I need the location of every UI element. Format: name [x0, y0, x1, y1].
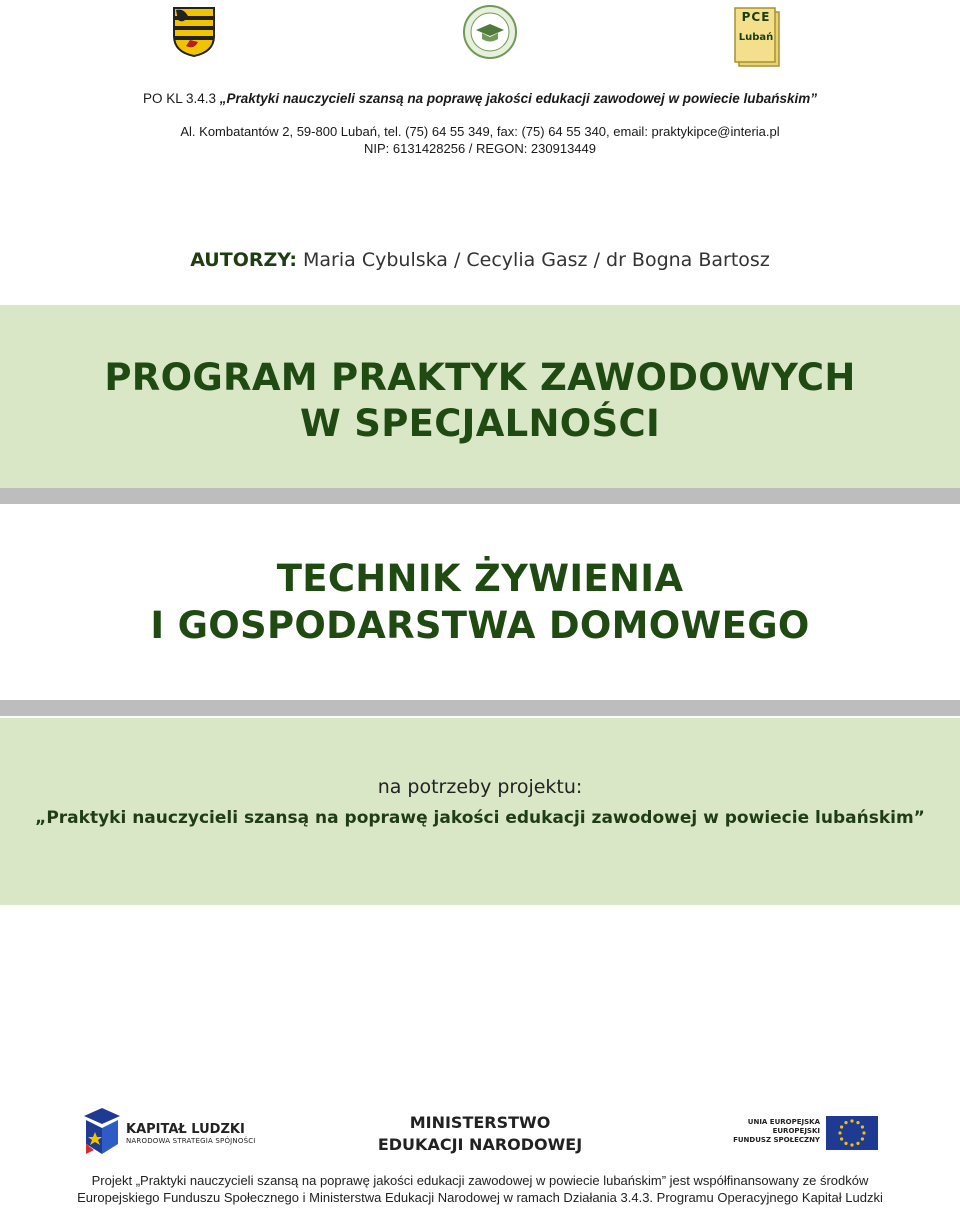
eu-line1: UNIA EUROPEJSKA — [747, 1118, 820, 1126]
pce-logo-line1: PCE — [741, 10, 771, 24]
program-code: PO KL 3.4.3 — [142, 91, 217, 106]
ministry-line1: MINISTERSTWO — [409, 1113, 551, 1132]
authors-names: Maria Cybulska / Cecylia Gasz / dr Bogna Bartosz — [303, 249, 770, 271]
ministry-line2: EDUKACJI NARODOWEJ — [377, 1135, 583, 1154]
eu-flag-icon — [826, 1116, 878, 1150]
specialty-title-line1: TECHNIK ŻYWIENIA — [276, 557, 684, 600]
header-ids: NIP: 6131428256 / REGON: 230913449 — [364, 141, 596, 156]
specialty-title-line2: I GOSPODARSTWA DOMOWEGO — [150, 604, 810, 647]
eu-line2: EUROPEJSKI — [772, 1127, 820, 1135]
authors-line — [0, 249, 960, 271]
header-project-name: „Praktyki nauczycieli szansą na poprawę jakości edukacji zawodowej w powiecie lubańskim” — [219, 91, 818, 106]
authors-label: AUTORZY: — [190, 249, 297, 271]
divider-bar-top — [0, 488, 960, 504]
pce-logo-text — [736, 10, 776, 43]
footer-note-line2: Europejskiego Funduszu Społecznego i Ministerstwa Edukacji Narodowej w ramach Działania 3.4.3. Programu Operacyjnego Kapitał Ludzki — [77, 1190, 883, 1205]
footer-note-line1: Projekt „Praktyki nauczycieli szansą na poprawę jakości edukacji zawodowej w powiecie lubańskim” jest współfinansowany ze środków — [91, 1173, 869, 1188]
program-title-line2: W SPECJALNOŚCI — [299, 402, 661, 445]
school-emblem-logo — [462, 4, 518, 60]
eu-text-block — [700, 1118, 820, 1145]
header-program-line — [0, 91, 960, 106]
kapital-ludzki-title: KAPITAŁ LUDZKI — [126, 1122, 245, 1137]
pce-logo-line2: Lubań — [738, 32, 774, 43]
kapital-ludzki-subtitle: NARODOWA STRATEGIA SPÓJNOŚCI — [126, 1137, 256, 1145]
eu-line3: FUNDUSZ SPOŁECZNY — [733, 1136, 820, 1144]
project-intro: na potrzeby projektu: — [377, 776, 583, 798]
divider-bar-bottom — [0, 700, 960, 716]
project-name: „Praktyki nauczycieli szansą na poprawę jakości edukacji zawodowej w powiecie lubańskim” — [35, 808, 925, 828]
county-crest-logo — [172, 6, 216, 58]
program-title-line1: PROGRAM PRAKTYK ZAWODOWYCH — [104, 356, 856, 399]
header-address: Al. Kombatantów 2, 59-800 Lubań, tel. (75) 64 55 349, fax: (75) 64 55 340, email: praktykipce@interia.pl — [180, 124, 780, 139]
